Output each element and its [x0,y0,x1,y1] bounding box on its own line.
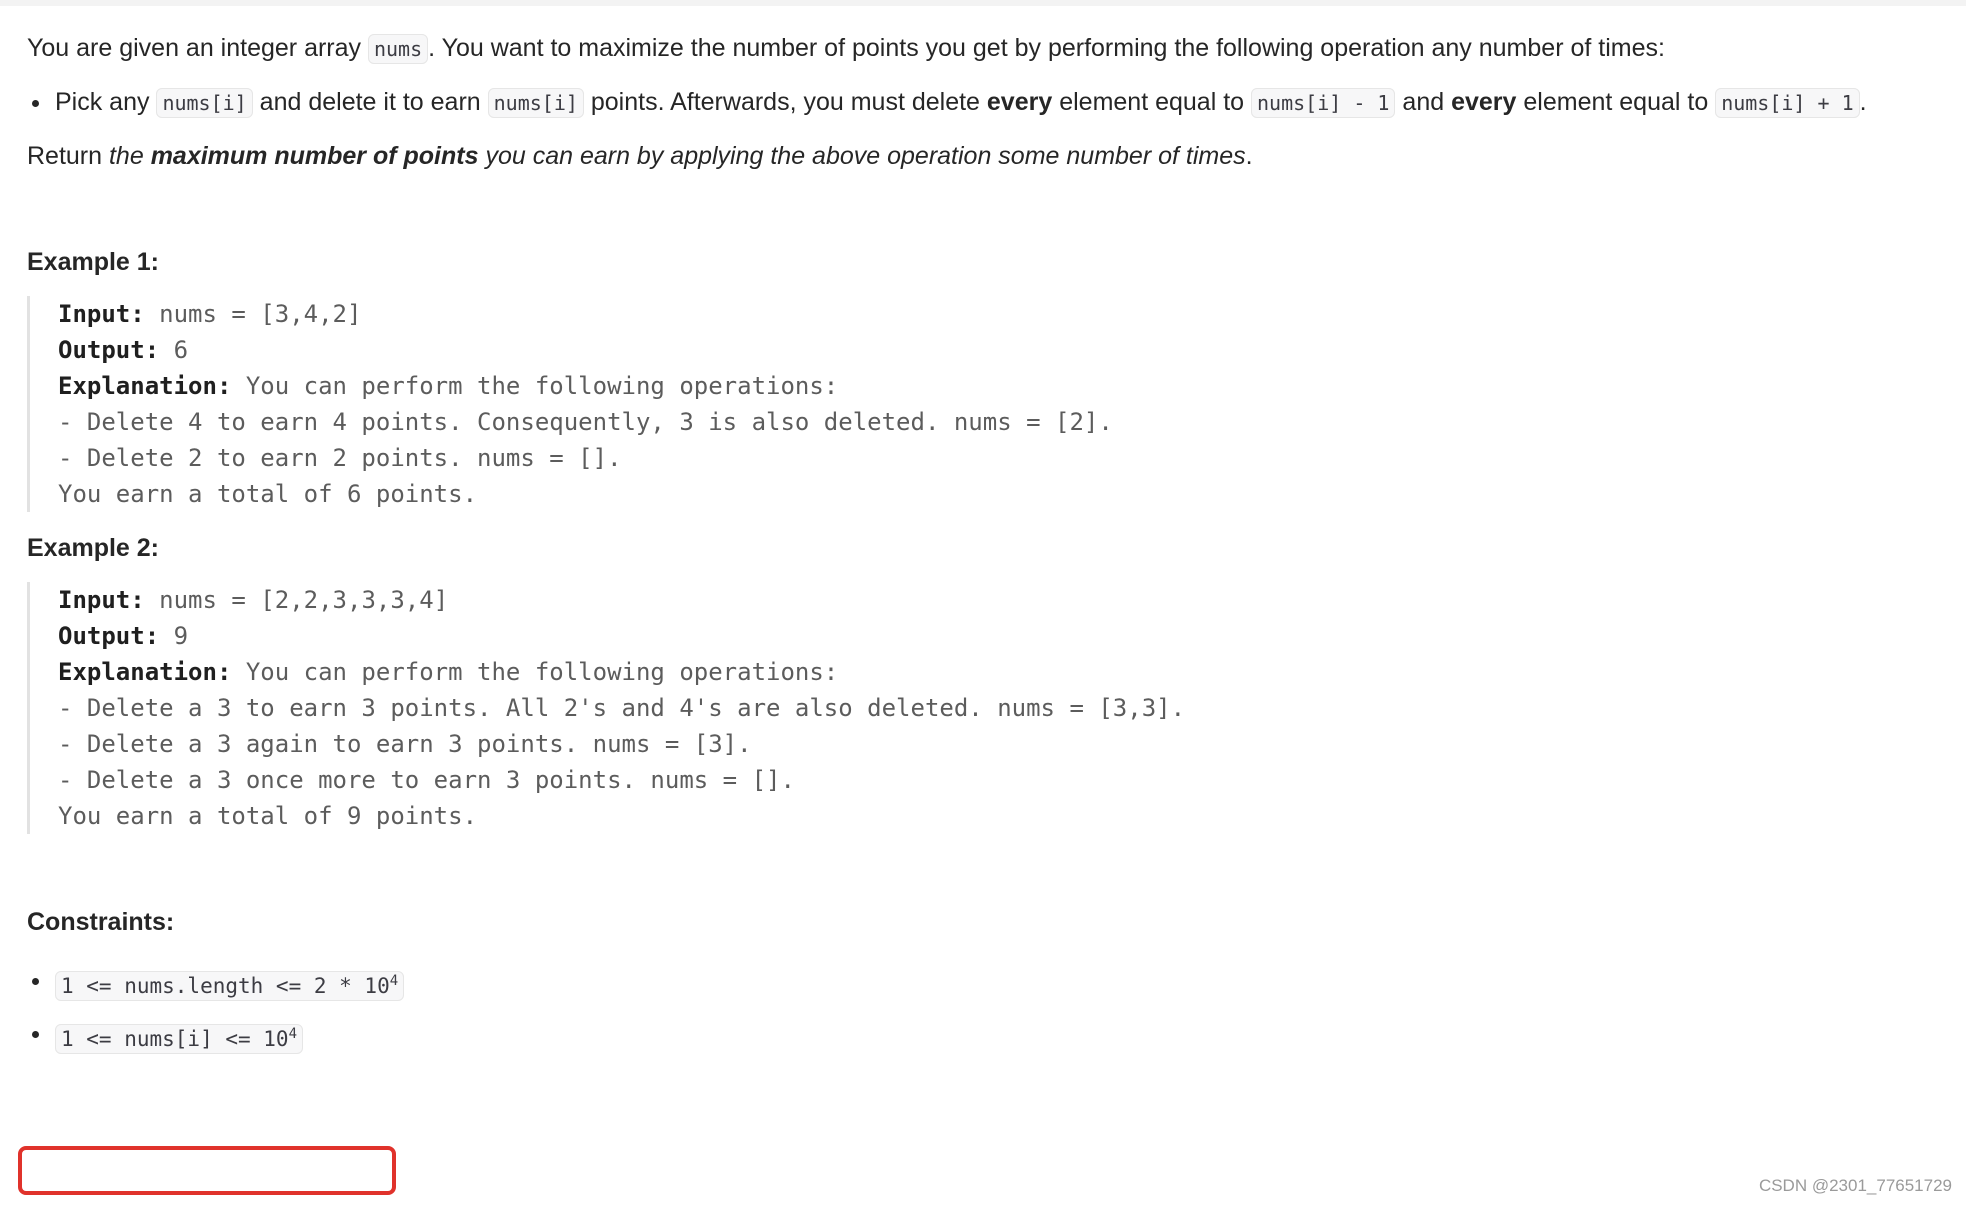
intro-text: You are given an integer array [27,34,368,62]
return-paragraph [27,138,1947,174]
constraint-exponent: 4 [288,1026,298,1042]
rule-text: element equal to [1052,88,1252,116]
constraints-heading: Constraints: [27,908,175,936]
rule-list-item [27,84,1947,121]
return-text: Return [27,142,109,170]
constraint-exponent: 4 [389,973,399,989]
return-italic: you can earn by applying the above operation some number of times [478,142,1246,170]
highlight-annotation-box [18,1146,396,1195]
example-1-block [27,296,1947,512]
output-value: 6 [159,336,189,364]
code-nums-i: nums[i] [488,88,584,118]
explanation-line: You earn a total of 9 points. [58,802,478,830]
explanation-value: You can perform the following operations: [231,372,839,400]
input-label: Input: [58,300,145,328]
code-nums-i-plus-1: nums[i] + 1 [1715,88,1859,118]
return-text: . [1245,142,1253,170]
explanation-line: - Delete a 3 once more to earn 3 points. nums = []. [58,766,795,794]
code-nums-i-minus-1: nums[i] - 1 [1251,88,1395,118]
intro-text-2: . You want to maximize the number of points you get by performing the following operation any number of times: [428,34,1665,62]
rule-text: and delete it to earn [252,88,488,116]
explanation-value: You can perform the following operations: [231,658,839,686]
input-label: Input: [58,586,145,614]
bullet-icon [32,100,39,107]
rule-text: and [1395,88,1452,116]
rule-text: Pick any [55,88,157,116]
explanation-line: - Delete a 3 again to earn 3 points. nums = [3]. [58,730,752,758]
bold-every: every [1451,88,1517,116]
example-2-explanation [58,654,1947,690]
example-1-input [58,296,1947,332]
bullet-icon [32,978,39,985]
rule-text: . [1859,88,1867,116]
problem-description [27,30,1947,1057]
example-2-heading: Example 2: [27,534,160,562]
explanation-line: - Delete 2 to earn 2 points. nums = []. [58,444,622,472]
constraint-item-1 [27,963,1947,1004]
return-bold-italic: maximum number of points [150,142,479,170]
top-divider [0,0,1966,6]
constraint-text: 1 <= nums[i] <= 10 [61,1027,289,1051]
rule-text: element equal to [1516,88,1716,116]
bold-every: every [986,88,1053,116]
constraint-code-1 [55,971,404,1001]
rule-text: points. Afterwards, you must delete [583,88,987,116]
input-value: nums = [3,4,2] [144,300,362,328]
explanation-label: Explanation: [58,372,232,400]
constraint-text: 1 <= nums.length <= 2 * 10 [61,974,390,998]
intro-paragraph [27,30,1947,67]
output-label: Output: [58,622,160,650]
constraint-item-2 [27,1016,1947,1057]
explanation-line: - Delete a 3 to earn 3 points. All 2's and 4's are also deleted. nums = [3,3]. [58,694,1186,722]
explanation-label: Explanation: [58,658,232,686]
code-nums: nums [368,34,428,64]
explanation-line: You earn a total of 6 points. [58,480,478,508]
example-1-output [58,332,1947,368]
explanation-line: - Delete 4 to earn 4 points. Consequently, 3 is also deleted. nums = [2]. [58,408,1113,436]
example-2-block [27,582,1947,834]
code-nums-i: nums[i] [156,88,252,118]
output-label: Output: [58,336,160,364]
return-italic: the [108,142,151,170]
example-1-heading: Example 1: [27,248,160,276]
input-value: nums = [2,2,3,3,3,4] [144,586,449,614]
example-2-output [58,618,1947,654]
example-2-input [58,582,1947,618]
constraint-code-2 [55,1024,303,1054]
watermark: CSDN @2301_77651729 [1758,1176,1952,1195]
output-value: 9 [159,622,189,650]
example-1-explanation [58,368,1947,404]
bullet-icon [32,1031,39,1038]
